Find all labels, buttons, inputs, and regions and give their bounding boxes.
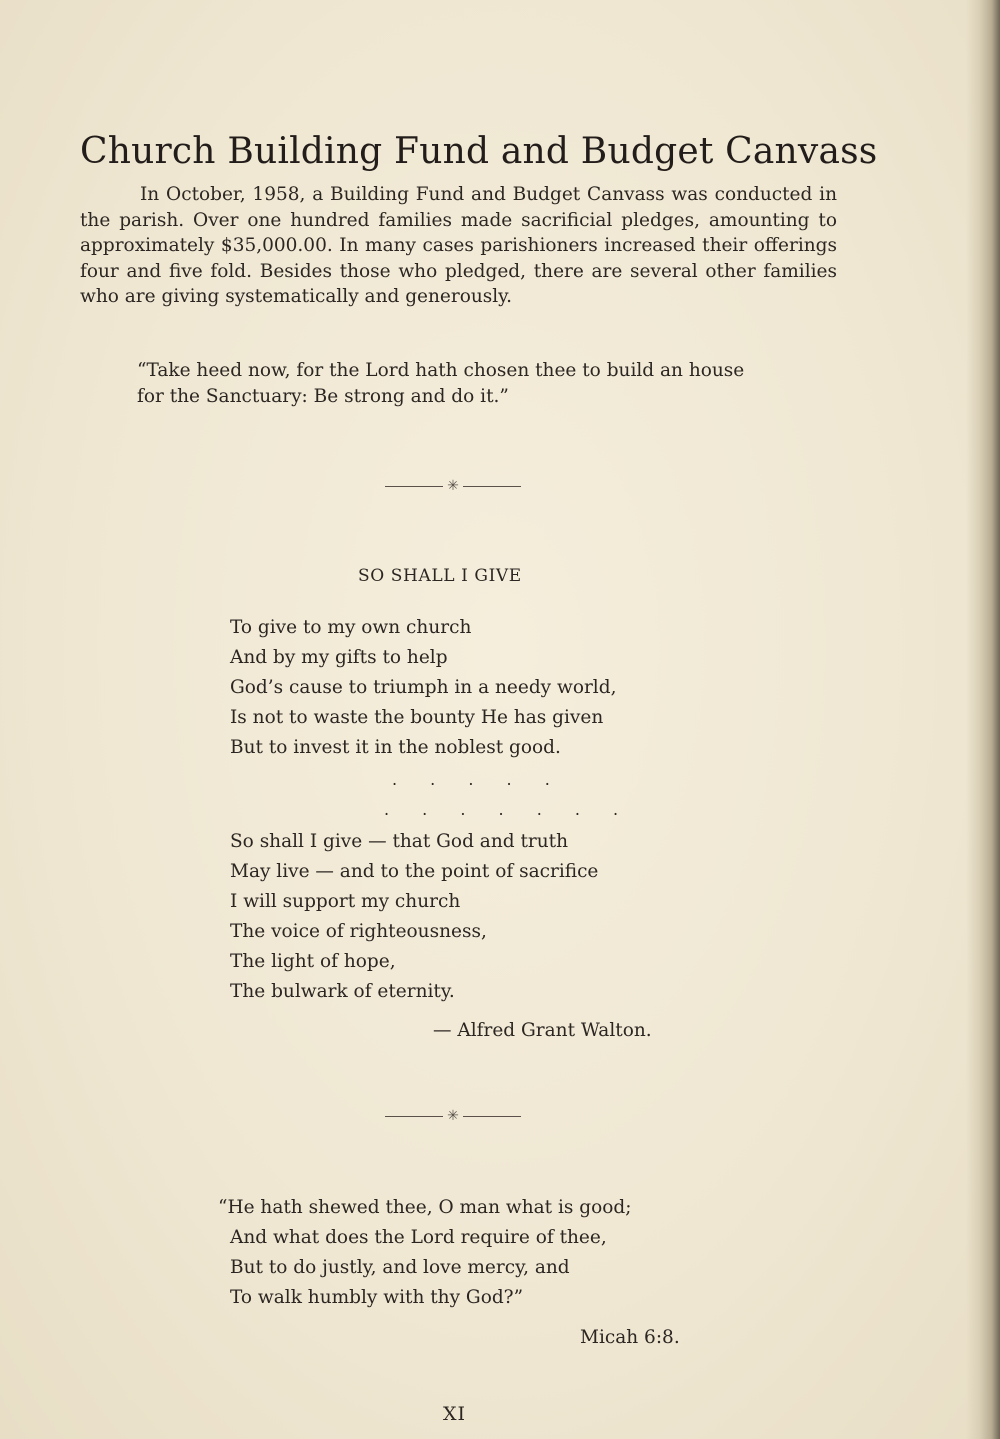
poem-stanza-1 [230, 613, 750, 763]
poem-line: Is not to waste the bounty He has given [230, 707, 604, 728]
page-title: Church Building Fund and Budget Canvass [80, 131, 878, 173]
poem-line: So shall I give — that God and truth [230, 831, 568, 852]
separator-rule [463, 486, 521, 487]
poem-line: But to invest it in the noblest good. [230, 737, 561, 758]
page-edge-shadow [966, 0, 1000, 1439]
poem-line: May live — and to the point of sacrifice [230, 861, 599, 882]
quote-line: for the Sanctuary: Be strong and do it.” [137, 385, 509, 407]
scripture-line: But to do justly, and love mercy, and [230, 1257, 570, 1278]
section-separator [385, 1106, 521, 1126]
asterisk-icon: ✳ [447, 1108, 459, 1124]
section-separator [385, 476, 521, 496]
scripture-line: “He hath shewed thee, O man what is good; [218, 1197, 632, 1218]
poem-attribution: — Alfred Grant Walton. [433, 1020, 652, 1041]
poem-line: I will support my church [230, 891, 461, 912]
separator-rule [463, 1116, 521, 1117]
asterisk-icon: ✳ [447, 478, 459, 494]
scripture-line: To walk humbly with thy God?” [230, 1287, 524, 1308]
poem-line: To give to my own church [230, 617, 472, 638]
intro-paragraph: In October, 1958, a Building Fund and Budget Canvass was conducted in the parish. Over one hundred families made sacrificial pledges, amounting to approximately $35,000.00. In many cases parishioners increased their offerings four and five fold. Besides those who pledged, there are several other families who are giving systematically and generously. [80, 184, 837, 308]
poem-line: The light of hope, [230, 951, 396, 972]
quote-line: “Take heed now, for the Lord hath chosen thee to build an house [137, 360, 745, 381]
micah-scripture [218, 1193, 738, 1313]
chronicles-quote [137, 358, 837, 409]
poem-line: The bulwark of eternity. [230, 981, 455, 1002]
poem-line: And by my gifts to help [230, 647, 448, 668]
poem-line: God’s cause to triumph in a needy world, [230, 677, 617, 698]
scripture-citation: Micah 6:8. [580, 1327, 680, 1348]
poem-title: SO SHALL I GIVE [358, 566, 522, 586]
separator-rule [385, 486, 443, 487]
ellipsis-row: . . . . . . . [384, 800, 633, 819]
poem-line: The voice of righteousness, [230, 921, 487, 942]
ellipsis-row: . . . . . [392, 770, 564, 789]
separator-rule [385, 1116, 443, 1117]
scripture-line: And what does the Lord require of thee, [230, 1227, 607, 1248]
page-number: XI [443, 1403, 467, 1425]
poem-stanza-2 [230, 827, 750, 1007]
